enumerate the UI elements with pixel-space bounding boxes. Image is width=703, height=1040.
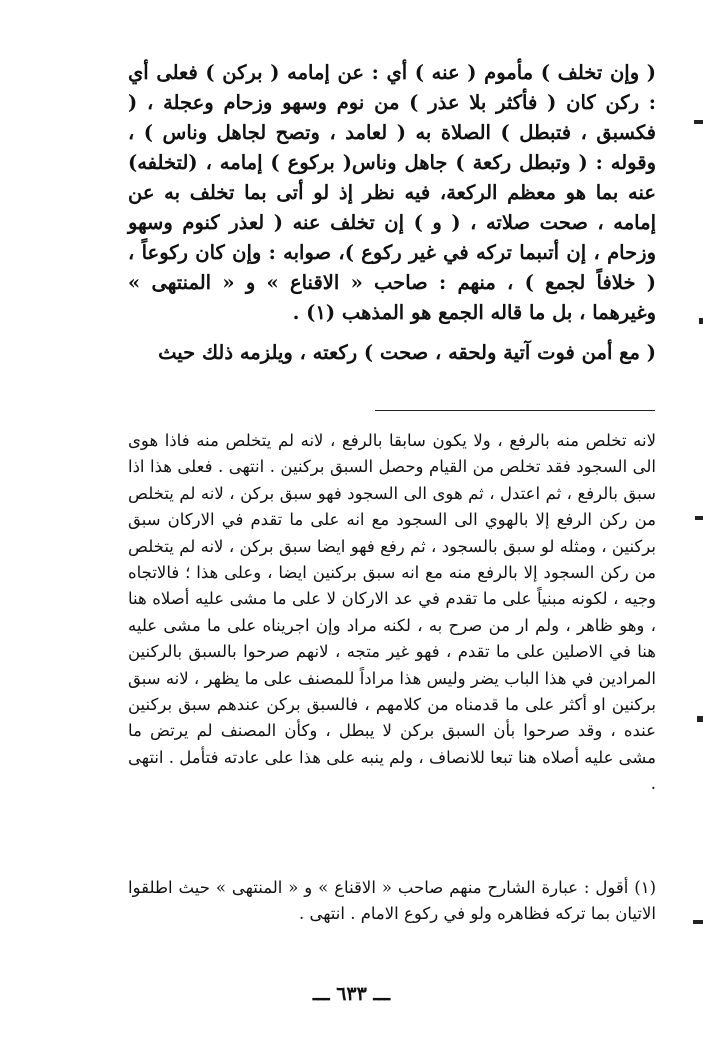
binding-mark: [695, 516, 703, 520]
binding-mark: [697, 716, 703, 722]
main-paragraph-2: ( مع أمن فوت آتية ولحقه ، صحت ) ركعته ، ويلزمه ذلك حيث: [158, 341, 656, 364]
side-notes-text: لانه تخلص منه بالرفع ، ولا يكون سابقا بالرفع ، لانه لم يتخلص منه فاذا هوى الى السجود فقد تخلص من القيام وحصل السبق بركنين . انتهى . فعلى هذا اذا سبق بالرفع ، ثم اعتدل ، ثم هوى الى السجود فهو سبق بركن ، لانه لم يتخلص من ركن الرفع إلا بالهوي الى السجود مع انه على ما تقدم في الاركان سبق بركنين ، ومثله لو سبق بالسجود ، ثم رفع فهو ايضا سبق بركن ، لانه لم يتخلص من ركن السجود إلا بالرفع منه مع انه سبق بركنين ايضا ، وعلى هذا ؛ فالاتجاه وجيه ، لكونه مبنياً على ما تقدم في عد الاركان لا على ما مشى عليه أصلاه هنا ، وهو ظاهر ، ولم ار من صرح به ، لكنه مراد وإن اجريناه على ما مشى عليه هنا في الاصلين على ما تقدم ، فهو غير متجه ، لانهم صرحوا بالسبق بالركنين المرادين في هذا الباب يضر وليس هذا مراداً للمصنف على ما يظهر ، لانه سبق بركنين او أكثر على ما قدمناه من كلامهم ، فالسبق بركن عندهم سبق بركنين عنده ، وقد صرحوا بأن السبق بركن لا يبطل ، وكأن المصنف لم يرتض ما مشى عليه أصلاه هنا تبعا للانصاف ، ولم ينبه على هذا على عادته فتأمل . انتهى .: [128, 431, 656, 794]
footnote-divider: [375, 410, 655, 411]
page-number: ـــ ٦٣٣ ـــ: [312, 983, 391, 1005]
side-notes: [128, 428, 656, 798]
footnote-text: (١) أقول : عبارة الشارح منهم صاحب « الاقناع » و « المنتهى » حيث اطلقوا الاتيان بما تركه فظاهره ولو في ركوع الامام . انتهى .: [128, 878, 656, 923]
binding-mark: [694, 120, 703, 124]
binding-mark: [699, 318, 703, 324]
binding-mark: [693, 920, 703, 924]
main-text: [128, 58, 656, 368]
main-paragraph-1: ( وإن تخلف ) مأموم ( عنه ) أي : عن إمامه ( بركن ) فعلى أي : ركن كان ( فأكثر بلا عذر ) من نوم وسهو وزحام وعجلة ، ( فكسبق ، فتبطل ) الصلاة به ( لعامد ، وتصح لجاهل وناس ) ، وقوله : ( وتبطل ركعة ) جاهل وناس( بركوع ) إمامه ، (لتخلفه) عنه بما هو معظم الركعة، فيه نظر إذ لو أتى بما تخلف به عن إمامه ، صحت صلاته ، ( و ) إن تخلف عنه ( لعذر كنوم وسهو وزحام ، إن أتىبما تركه في غير ركوع )، صوابه : وإن كان ركوعاً ، ( خلافاً لجمع ) ، منهم : صاحب « الاقناع » و « المنتهى » وغيرهما ، بل ما قاله الجمع هو المذهب (١) .: [128, 61, 656, 324]
footnote: [128, 875, 656, 927]
